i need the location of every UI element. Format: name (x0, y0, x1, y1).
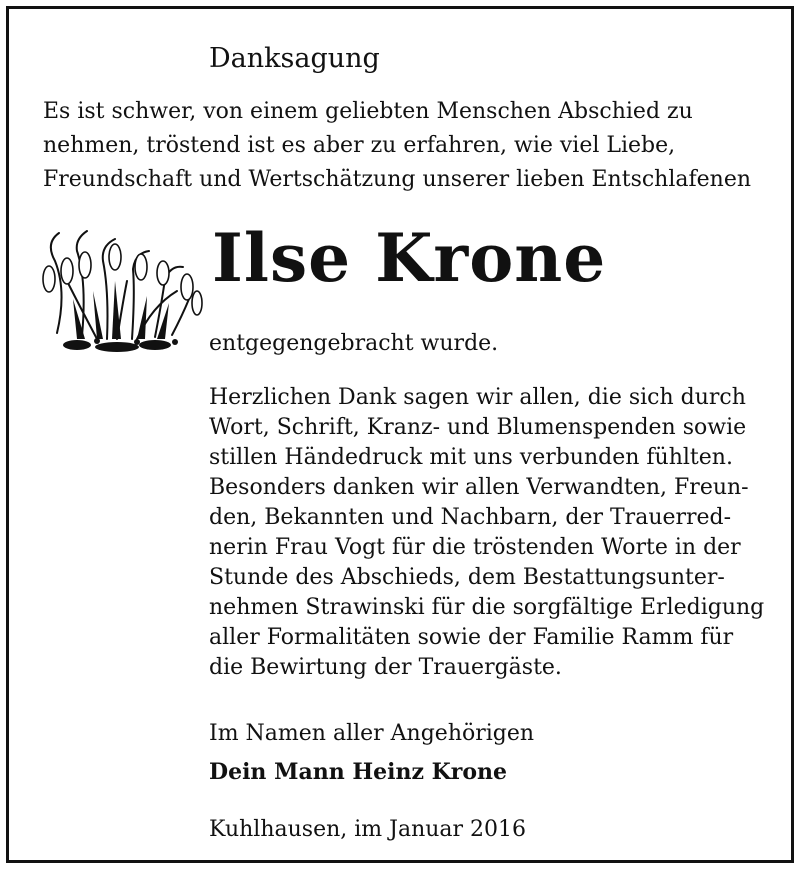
deceased-name: Ilse Krone (212, 219, 607, 297)
thanks-line-10: die Bewirtung der Trauergäste. (209, 655, 562, 680)
thanks-line-4: Besonders danken wir allen Verwandten, Freun- (209, 475, 749, 500)
thanks-line-6: nerin Frau Vogt für die tröstenden Worte in der (209, 535, 741, 560)
intro-line-1: Es ist schwer, von einem geliebten Menschen Abschied zu (43, 99, 693, 124)
thanks-line-9: aller Formalitäten sowie der Familie Ramm für (209, 625, 734, 650)
notice-title: Danksagung (209, 43, 380, 74)
place-date: Kuhlhausen, im Januar 2016 (209, 817, 527, 842)
thanks-line-1: Herzlichen Dank sagen wir allen, die sich durch (209, 385, 746, 410)
intro-line-3: Freundschaft und Wertschätzung unserer lieben Entschlafenen (43, 167, 752, 192)
snowdrop-flowers-icon (37, 221, 207, 356)
thanks-line-7: Stunde des Abschieds, dem Bestattungsunter- (209, 565, 725, 590)
obituary-notice (6, 6, 794, 863)
thanks-line-5: den, Bekannten und Nachbarn, der Trauerred- (209, 505, 732, 530)
signoff-name: Dein Mann Heinz Krone (209, 759, 508, 785)
continuation-line: entgegengebracht wurde. (209, 331, 499, 356)
thanks-line-2: Wort, Schrift, Kranz- und Blumenspenden sowie (209, 415, 747, 440)
intro-line-2: nehmen, tröstend ist es aber zu erfahren, wie viel Liebe, (43, 133, 676, 158)
signoff-intro: Im Namen aller Angehörigen (209, 721, 535, 746)
thanks-line-3: stillen Händedruck mit uns verbunden fühlten. (209, 445, 733, 470)
thanks-line-8: nehmen Strawinski für die sorgfältige Erledigung (209, 595, 765, 620)
